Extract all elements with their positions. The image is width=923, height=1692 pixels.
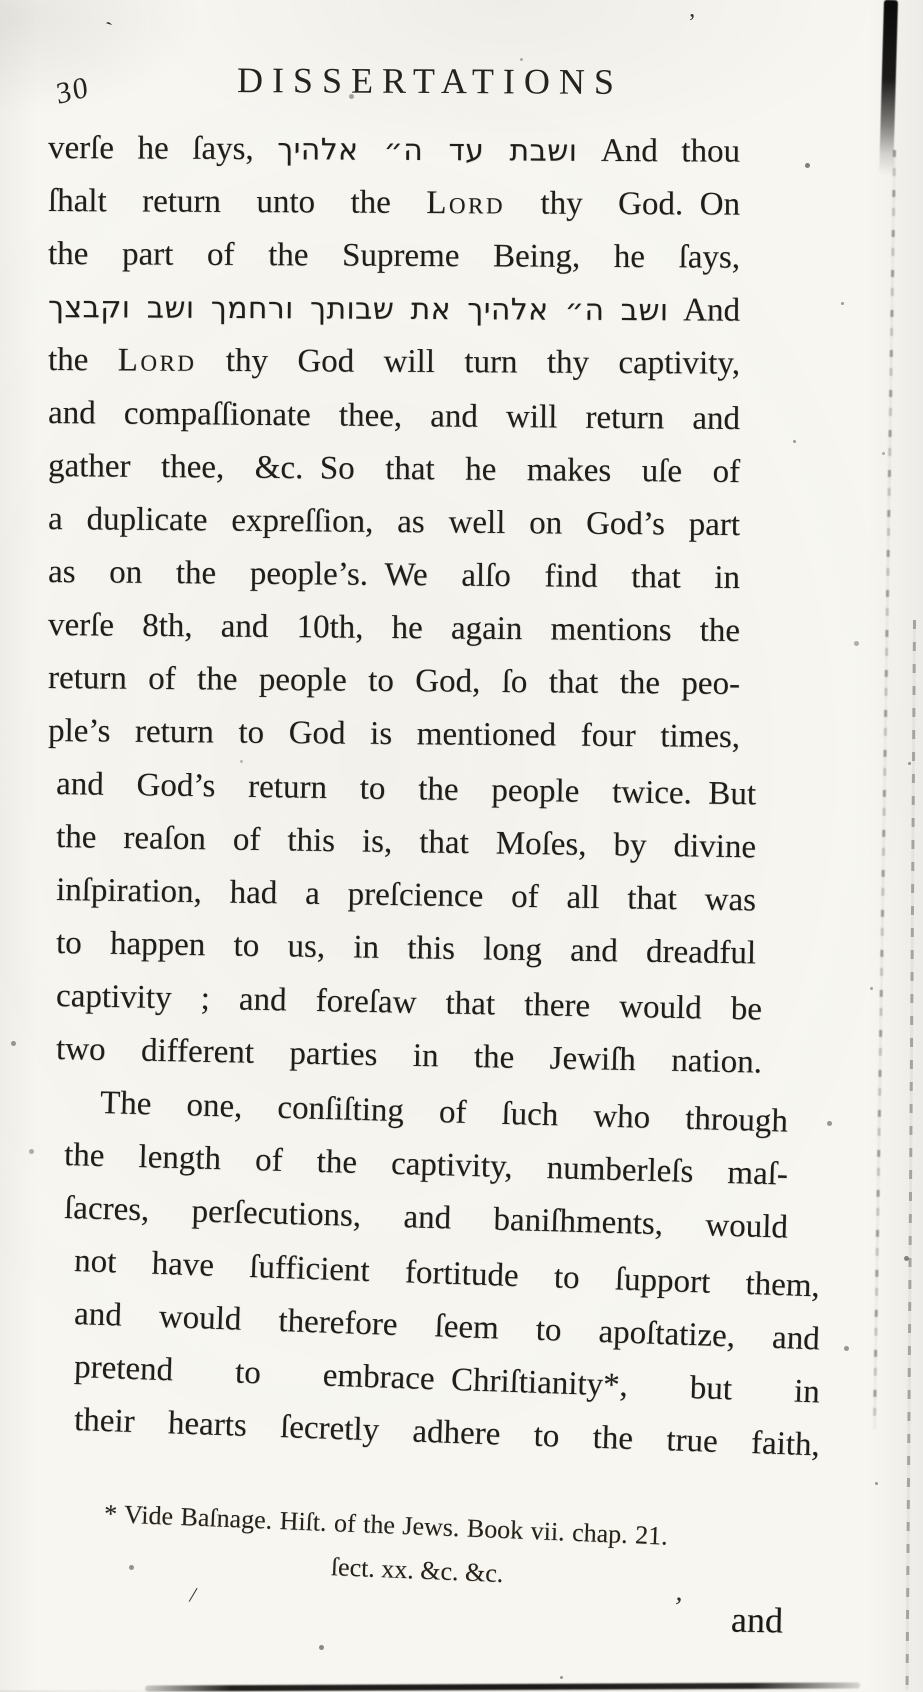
hebrew-phrase: ושבת עד ה״ אלהיך [277,132,578,169]
text-segment: a duplicate expreſſion, as well on God’s part [47,501,741,544]
text-segment: And thou [577,132,741,170]
body-text [47,122,821,1464]
text-segment: the part of the Supreme Being, he ſays, [47,236,741,276]
text-segment: ſhalt return unto the [47,183,427,221]
footnote-line-1: * Vide Baſnage. Hiſt. of the Jews. Book vii. chap. 21. [103,1498,669,1551]
scan-speckles [0,0,3,3]
text-segment: the [47,342,118,379]
scan-mark: / [187,1581,199,1608]
text-line [48,652,740,711]
text-segment: their hearts ſecretly adhere to the true faith, [73,1402,821,1464]
small-caps-word: Lord [117,342,197,379]
text-segment: return of the people to God, ſo that the peo- [47,660,741,703]
scan-gutter-line-2 [906,620,916,1690]
text-segment: verſe 8th, and 10th, he again mentions the [47,607,741,650]
scan-gutter-line [873,150,896,1430]
text-segment: ſacres, perſecutions, and baniſhments, would [63,1190,789,1246]
text-line [48,705,740,764]
text-segment: to happen to us, in this long and dreadful [55,925,757,972]
text-segment: And [668,292,741,329]
text-segment: inſpiration, had a preſcience of all that was [55,872,757,919]
text-segment: two different parties in the Jewiſh nation. [55,1031,763,1081]
text-segment: as on the people’s. We alſo find that in [47,554,741,597]
text-segment: and God’s return to the people twice. But [55,766,757,813]
footnote-line-2: ſect. xx. &c. &c. [330,1552,504,1589]
text-segment: not have ſufficient fortitude to ſupport them, [73,1243,821,1305]
scan-gutter-shadow [879,0,898,175]
text-segment: gather thee, &c. So that he makes uſe of [47,448,741,491]
page-header-title: DISSERTATIONS [236,60,624,102]
text-line [48,334,740,391]
footnote [101,1492,794,1608]
text-segment: thy God. On [504,185,741,223]
text-line [56,917,757,980]
text-segment: The one, conſiſting of ſuch who through [99,1084,789,1140]
text-segment: the reaſon of this is, that Moſes, by divine [55,819,757,866]
scan-mark: ` [103,17,121,45]
text-line [48,387,740,446]
text-segment: ple’s return to God is mentioned four times, [47,713,741,756]
text-line [48,440,740,499]
text-segment: captivity ; and foreſaw that there would be [55,978,763,1028]
page-number: 30 [54,69,92,112]
text-segment: and would therefore ſeem to apoſtatize, and [73,1296,821,1358]
text-line [48,122,740,179]
catchword: and [730,1599,784,1641]
hebrew-phrase: ושב ה״ אלהיך את שבותך ורחמך ושב וקבצך [47,290,669,329]
text-line [48,546,740,605]
scan-mark: ’ [688,10,696,36]
text-line [48,228,740,285]
small-caps-word: Lord [426,184,506,222]
scan-edge-bottom-bar [145,1682,860,1691]
text-line [48,599,740,658]
text-line [48,175,740,232]
scan-mark: ’ [670,1591,685,1624]
text-segment: the length of the captivity, numberleſs maſ- [63,1137,789,1193]
text-segment: and compaſſionate thee, and will return and [47,395,741,438]
text-segment: verſe he ſays, [47,130,278,168]
text-segment: thy God will turn thy captivity, [196,342,741,382]
text-segment: pretend to embrace Chriſtianity*, but in [73,1349,821,1411]
text-line [48,281,740,338]
text-line [48,493,740,552]
